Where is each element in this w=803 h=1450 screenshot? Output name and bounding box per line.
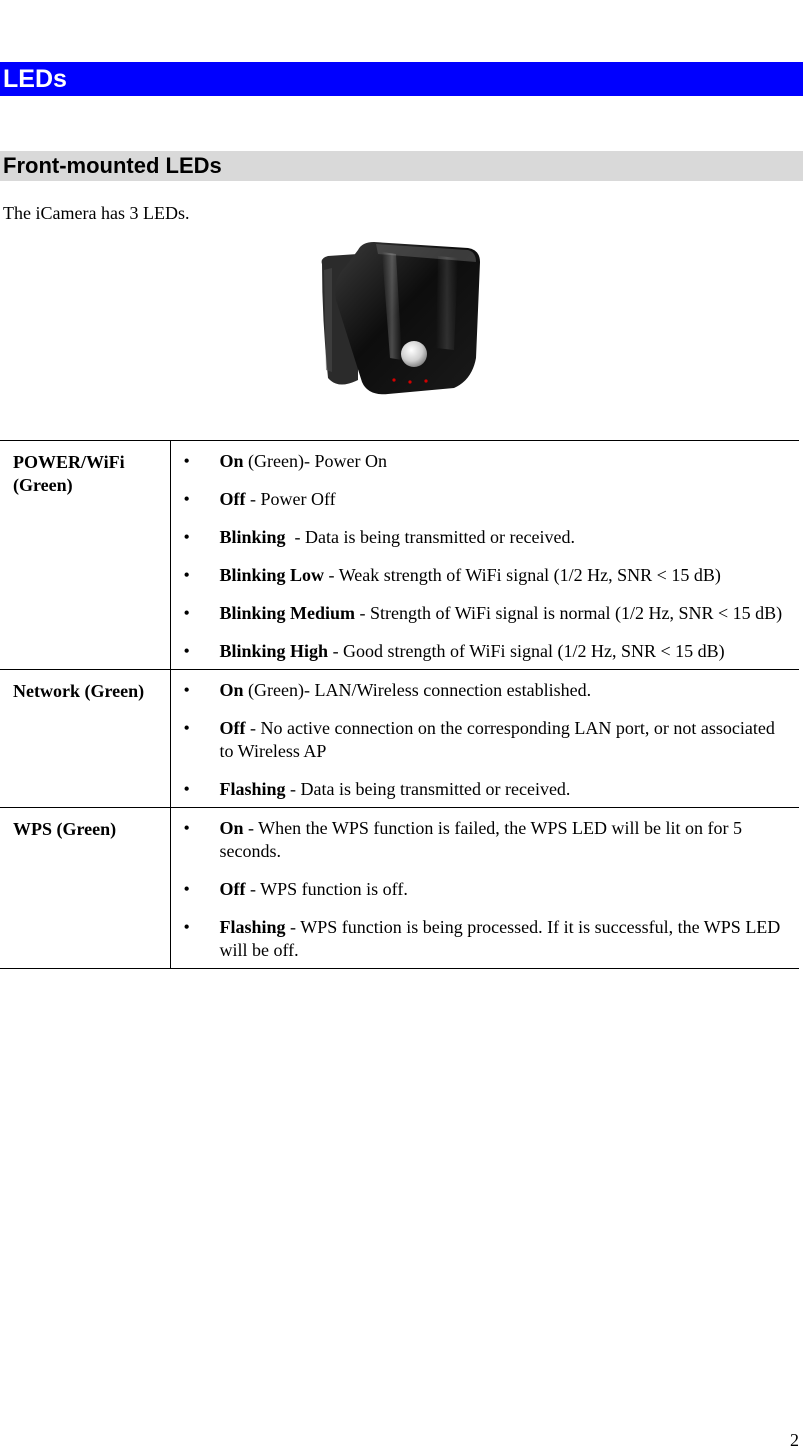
camera-image [318,240,484,398]
page-number: 2 [790,1430,799,1450]
section-heading: Front-mounted LEDs [0,151,803,181]
bullet-icon: • [183,451,190,471]
bullet-icon: • [183,489,190,509]
bullet-icon: • [183,917,190,937]
led-behaviour-list [171,817,800,962]
intro-text: The iCamera has 3 LEDs. [3,203,190,223]
bullet-icon: • [183,718,190,738]
table-row [0,808,799,969]
table-row [0,670,799,808]
led-behaviour-list [171,450,800,663]
list-item: • Blinking High - Good strength of WiFi signal (1/2 Hz, SNR < 15 dB) [183,641,725,661]
bullet-icon: • [183,565,190,585]
led-behaviour-list [171,679,800,801]
led-table [0,440,799,969]
list-item: • On - When the WPS function is failed, the WPS LED will be lit on for 5 seconds. [183,818,742,861]
bullet-icon: • [183,527,190,547]
list-item: • Blinking Medium - Strength of WiFi signal is normal (1/2 Hz, SNR < 15 dB) [183,603,783,623]
list-item: • On (Green)- Power On [183,451,387,471]
bullet-icon: • [183,879,190,899]
bullet-icon: • [183,680,190,700]
list-item: • Flashing - Data is being transmitted or received. [183,779,571,799]
led-name: Network (Green) [0,670,170,808]
list-item: • Off - Power Off [183,489,336,509]
led-name: WPS (Green) [0,808,170,969]
list-item: • On (Green)- LAN/Wireless connection established. [183,680,592,700]
table-row [0,441,799,670]
list-item: • Flashing - WPS function is being processed. If it is successful, the WPS LED will be off. [183,917,781,960]
list-item: • Blinking - Data is being transmitted or received. [183,527,575,547]
led-name: POWER/WiFi (Green) [0,441,170,670]
bullet-icon: • [183,603,190,623]
list-item: • Off - No active connection on the corresponding LAN port, or not associated to Wireless AP [183,718,775,761]
list-item: • Blinking Low - Weak strength of WiFi signal (1/2 Hz, SNR < 15 dB) [183,565,721,585]
bullet-icon: • [183,641,190,661]
page-heading: LEDs [0,62,803,96]
bullet-icon: • [183,779,190,799]
bullet-icon: • [183,818,190,838]
list-item: • Off - WPS function is off. [183,879,408,899]
